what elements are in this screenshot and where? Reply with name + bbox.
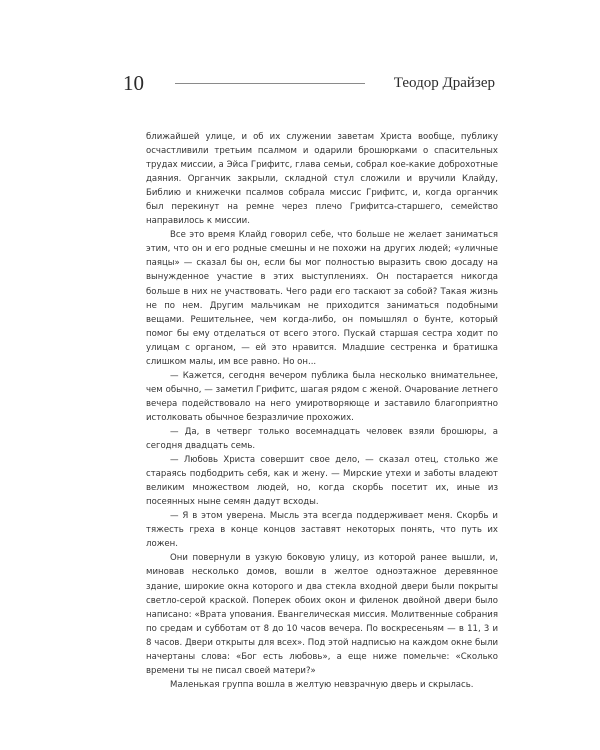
running-head-author: Теодор Драйзер bbox=[393, 75, 495, 91]
header-rule bbox=[175, 83, 365, 84]
paragraph: Маленькая группа вошла в желтую невзрачную дверь и скрылась. bbox=[170, 679, 474, 690]
page-header bbox=[123, 72, 495, 94]
paragraph: — Я в этом уверена. Мысль эта всегда поддерживает меня. Скорбь и тяжесть греха в конце концов заставят некоторых понять, что путь их ложен. bbox=[146, 511, 498, 550]
paragraph: Они повернули в узкую боковую улицу, из которой ранее вышли, и, миновав несколько домов, вошли в желтое одноэтажное деревянное здание, широкие окна которого и два стекла входной двери были покрыты светло-серой краской. Поперек обоих окон и филенок двойной двери было написано: «Врата упования. Евангелическая миссия. Молитвенные собрания по средам и субботам от 8 до 10 часов вечера. По воскресеньям — в 11, 3 и 8 часов. Двери открыты для всех». Под этой надписью на каждом окне были начертаны слова: «Бог есть любовь», а еще ниже помельче: «Сколько времени ты не писал своей матери?» bbox=[146, 553, 498, 676]
page-number: 10 bbox=[123, 71, 144, 95]
paragraph: — Кажется, сегодня вечером публика была несколько внимательнее, чем обычно, — заметил Грифитс, шагая рядом с женой. Очарование летнего вечера подействовало на него умиротворяюще и заставило благоприятно истолковать обычное безразличие прохожих. bbox=[146, 370, 498, 423]
paragraph: — Да, в четверг только восемнадцать человек взяли брошюры, а сегодня двадцать семь. bbox=[146, 426, 498, 452]
paragraph: — Любовь Христа совершит свое дело, — сказал отец, столько же стараясь подбодрить себя, как и жену. — Мирские утехи и заботы владеют великим множеством людей, но, когда скорбь посетит их, иные из посеянных ныне семян дадут всходы. bbox=[146, 455, 498, 508]
paragraph: Все это время Клайд говорил себе, что больше не желает заниматься этим, что он и его родные смешны и не похожи на других людей; «уличные паяцы» — сказал бы он, если бы мог полностью выразить свою досаду на вынужденное участие в этих выступлениях. Он постарается никогда больше в них не участвовать. Чего ради его таскают за собой? Такая жизнь не по нем. Другим мальчикам не приходится заниматься подобными вещами. Решительнее, чем когда-либо, он помышлял о бунте, который помог бы ему отделаться от всего этого. Пускай старшая сестра ходит по улицам с органом, — ей это нравится. Младшие сестренка и братишка слишком малы, им все равно. Но он... bbox=[146, 230, 498, 367]
body-text bbox=[146, 130, 498, 692]
paragraph: ближайшей улице, и об их служении заветам Христа вообще, публику осчастливили третьим псалмом и одарили брошюрками о спасительных трудах миссии, а Эйса Грифитс, глава семьи, собрал кое-какие доброхотные даяния. Органчик закрыли, складной стул сложили и вручили Клайду, Библию и книжечки псалмов собрала миссис Грифитс, и, когда органчик был перекинут на ремне через плечо Грифитса-старшего, семейство направилось к миссии. bbox=[146, 132, 498, 227]
